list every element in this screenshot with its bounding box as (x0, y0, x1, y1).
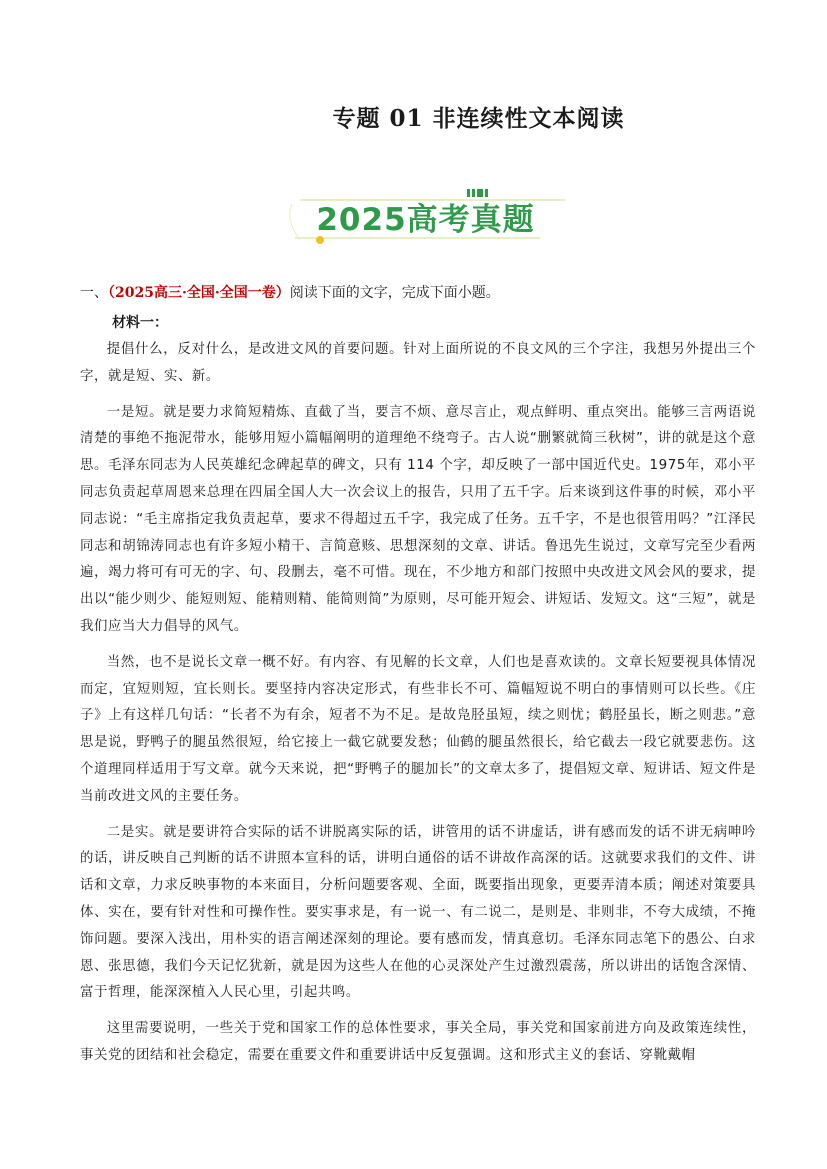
material-label: 材料一： (112, 315, 168, 331)
question-header (80, 282, 760, 304)
question-instruction: 阅读下面的文字，完成下面小题。 (289, 285, 500, 301)
paragraph: 提倡什么，反对什么，是改进文风的首要问题。针对上面所说的不良文风的三个字注，我想另外提出三个字，就是短、实、新。 (80, 342, 756, 384)
question-number: 一、 (80, 285, 108, 301)
question-source-open: （ (108, 285, 115, 301)
paragraph: 一是短。就是要力求简短精炼、直截了当，要言不烦、意尽言止，观点鲜明、重点突出。能够三言两语说清楚的事绝不拖泥带水，能够用短小篇幅阐明的道理绝不绕弯子。古人说“删繁就简三秋树”，讲的就是这个意思。毛泽东同志为人民英雄纪念碑起草的碑文，只有 114 个字，却反映了一部中国近代史。1975年，邓小平同志负责起草周恩来总理在四届全国人大一次会议上的报告，只用了五千字。后来谈到这件事的时候，邓小平同志说：“毛主席指定我负责起草，要求不得超过五千字，我完成了任务。五千字，不是也很管用吗？”江泽民同志和胡锦涛同志也有许多短小精干、言简意赅、思想深刻的文章、讲话。鲁迅先生说过，文章写完至少看两遍，竭力将可有可无的字、句、段删去，毫不可惜。现在，不少地方和部门按照中央改进文风会风的要求，提出以“能少则少、能短则短、能精则精、能简则简”为原则，尽可能开短会、讲短话、发短文。这“三短”，就是我们应当大力倡导的风气。 (80, 404, 756, 634)
banner-title: 2025高考真题 (316, 202, 535, 238)
paragraph: 二是实。就是要讲符合实际的话不讲脱离实际的话，讲管用的话不讲虚话，讲有感而发的话不讲无病呻吟的话，讲反映自己判断的话不讲照本宣科的话，讲明白通俗的话不讲故作高深的话。这就要求我们的文件、讲话和文章，力求反映事物的本来面目，分析问题要客观、全面，既要指出现象，更要弄清本质；阐述对策要具体、实在，要有针对性和可操作性。要实事求是，有一说一、有二说二，是则是、非则非，不夸大成绩，不掩饰问题。要深入浅出，用朴实的语言阐述深刻的理论。要有感而发，情真意切。毛泽东同志笔下的愚公、白求恩、张思德，我们今天记忆犹新，就是因为这些人在他的心灵深处产生过激烈震荡，所以讲出的话饱含深情、富于哲理，能深深植入人民心里，引起共鸣。 (80, 824, 756, 1001)
paragraph: 当然，也不是说长文章一概不好。有内容、有见解的长文章，人们也是喜欢读的。文章长短要视具体情况而定，宜短则短，宜长则长。要坚持内容决定形式，有些非长不可、篇幅短说不明白的事情则可以长些。《庄子》上有这样几句话：“长者不为有余，短者不为不足。是故凫胫虽短，续之则忧；鹤胫虽长，断之则悲。”意思是说，野鸭子的腿虽然很短，给它接上一截它就要发愁；仙鹤的腿虽然很长，给它截去一段它就要悲伤。这个道理同样适用于写文章。就今天来说，把“野鸭子的腿加长”的文章太多了，提倡短文章、短讲话、短文件是当前改进文风的主要任务。 (80, 654, 756, 804)
question-source: 2025高三·全国·全国一卷 (115, 285, 276, 301)
page-title: 专题 01 非连续性文本阅读 (332, 105, 625, 132)
section-banner (0, 182, 827, 252)
question-source-close: ） (275, 285, 290, 301)
material-body (80, 337, 756, 1079)
paragraph: 这里需要说明，一些关于党和国家工作的总体性要求，事关全局，事关党和国家前进方向及政策连续性，事关党的团结和社会稳定，需要在重要文件和重要讲话中反复强调。这和形式主义的套话、穿靴戴帽 (80, 1021, 756, 1063)
